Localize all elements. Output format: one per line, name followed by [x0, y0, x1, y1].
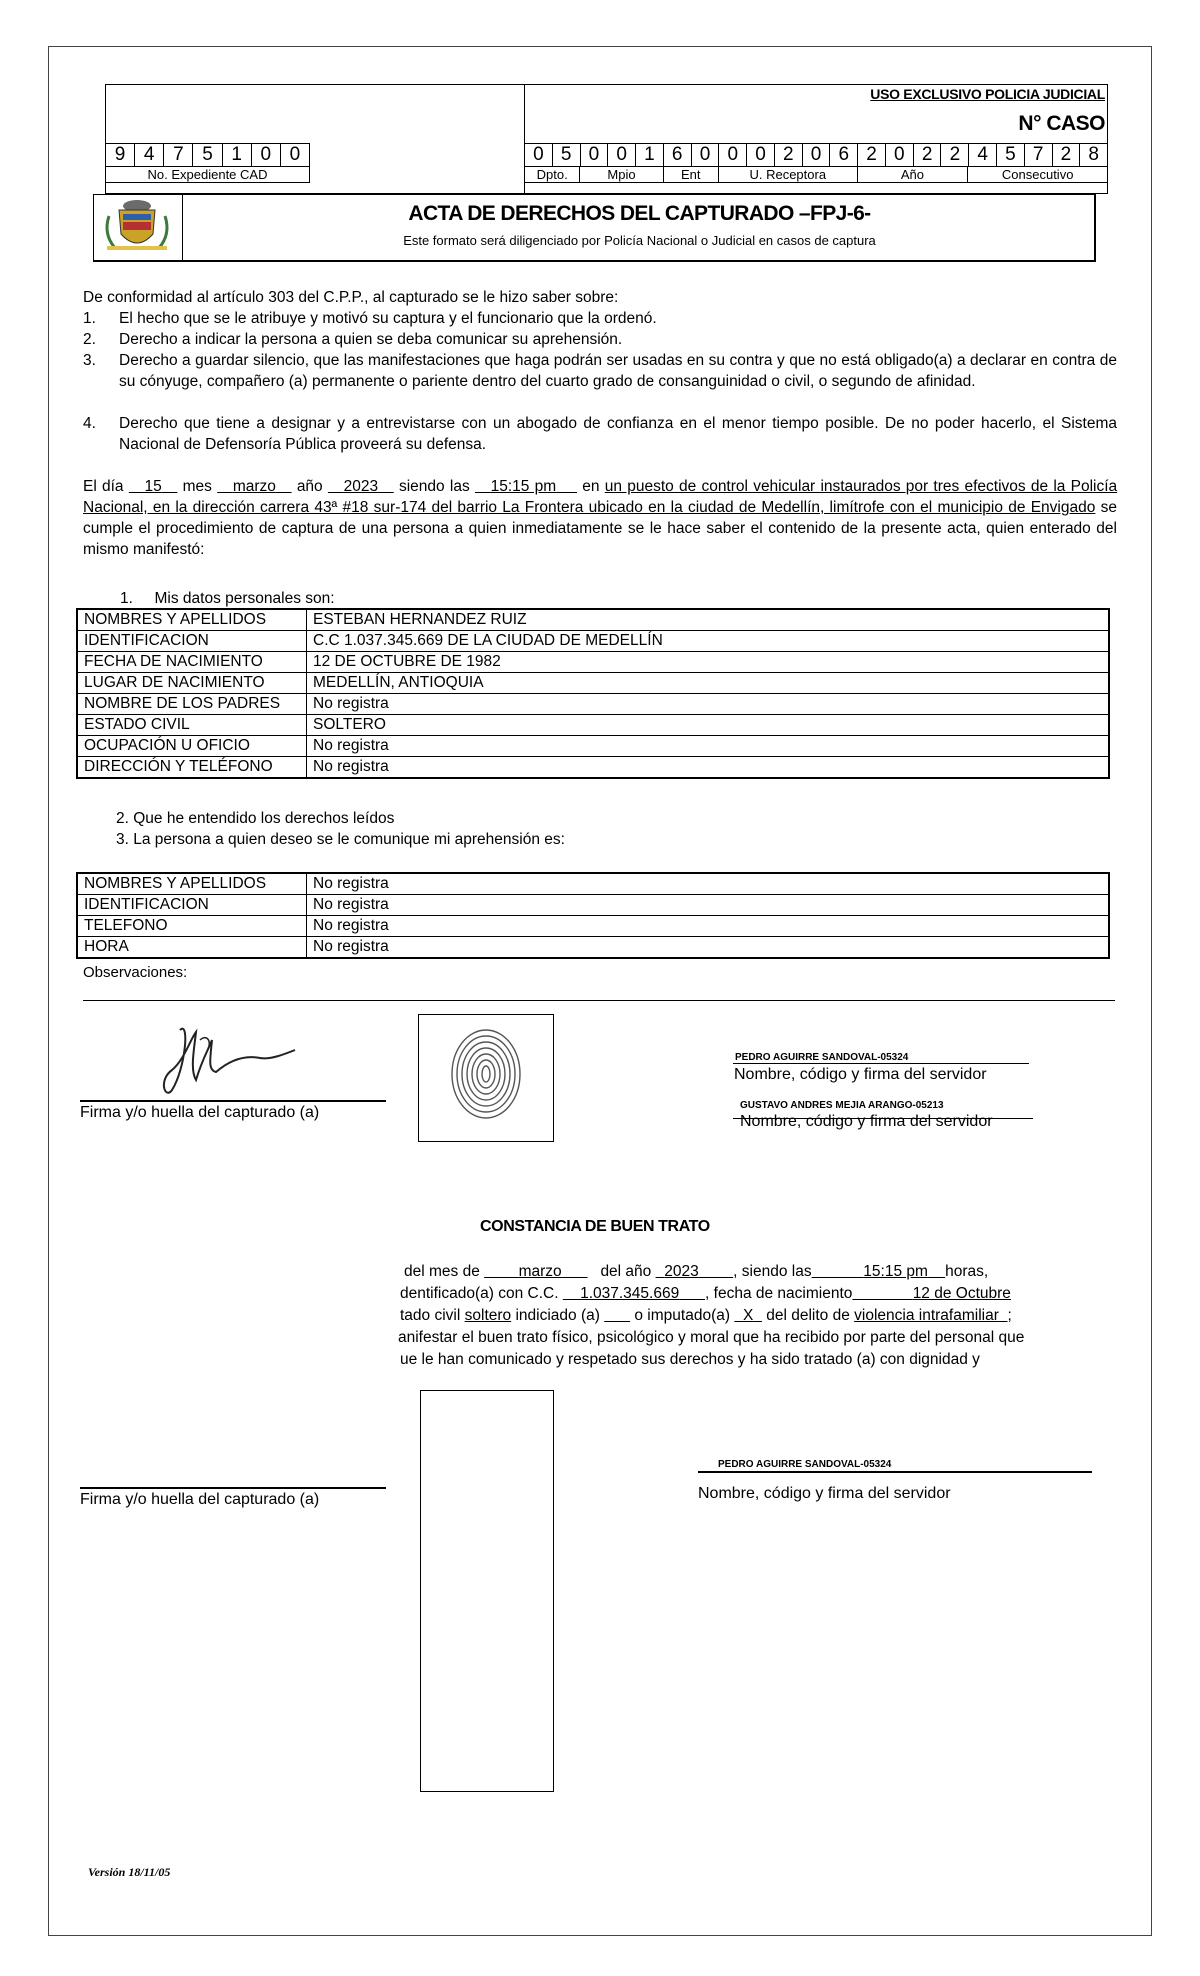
servidor2-name: GUSTAVO ANDRES MEJIA ARANGO-05213: [740, 1100, 944, 1111]
constancia-year: 2023: [664, 1263, 699, 1280]
capture-year: 2023: [343, 478, 379, 495]
caso-sublabel: Año: [858, 166, 969, 182]
constancia-time: 15:15 pm: [863, 1263, 928, 1280]
digit-cell: 0: [252, 144, 281, 166]
row-value: 12 DE OCTUBRE DE 1982: [307, 652, 1110, 673]
label-anio: año: [296, 478, 323, 495]
delito-blank: [999, 1307, 1008, 1324]
constancia-title: CONSTANCIA DE BUEN TRATO: [480, 1218, 710, 1235]
capturado-signature-label: Firma y/o huella del capturado (a): [80, 1104, 320, 1121]
capturado-signature-line: [80, 1100, 386, 1102]
row-label: FECHA DE NACIMIENTO: [77, 652, 307, 673]
digit-cell: 4: [969, 144, 997, 166]
digit-cell: 0: [525, 144, 553, 166]
label-mes: mes: [182, 478, 212, 495]
constancia-text: del año: [600, 1263, 652, 1280]
digit-cell: 5: [553, 144, 581, 166]
capturado-signature-line-2: [80, 1487, 386, 1489]
digit-cell: 5: [997, 144, 1025, 166]
servidor1-name: PEDRO AGUIRRE SANDOVAL-05324: [735, 1052, 909, 1063]
constancia-text: indiciado (a): [515, 1307, 600, 1324]
row-value: No registra: [307, 873, 1110, 895]
expediente-digits: [105, 143, 310, 167]
table-row: [77, 609, 1109, 631]
row-label: TELEFONO: [77, 916, 307, 937]
table-row: [77, 673, 1109, 694]
table-row: [77, 916, 1109, 937]
constancia-text: , fecha de nacimiento: [705, 1285, 853, 1302]
table-row: [77, 757, 1109, 779]
colombia-shield-icon: [93, 194, 181, 260]
row-label: LUGAR DE NACIMIENTO: [77, 673, 307, 694]
version-label: Versión 18/11/05: [88, 1865, 171, 1879]
constancia-text: dentificado(a) con C.C.: [400, 1285, 559, 1302]
table-row: [77, 736, 1109, 757]
constancia-text: horas,: [945, 1263, 989, 1280]
logo-box: [93, 194, 183, 262]
digit-cell: 0: [692, 144, 720, 166]
row-label: OCUPACIÓN U OFICIO: [77, 736, 307, 757]
servidor-label-2: Nombre, código y firma del servidor: [698, 1485, 951, 1502]
constancia-line-5: ue le han comunicado y respetado sus derechos y ha sido tratado (a) con dignidad y: [400, 1351, 980, 1368]
constancia-text: , siendo las: [733, 1263, 812, 1280]
capture-paragraph: [83, 476, 1117, 560]
constancia-text: del delito de: [766, 1307, 850, 1324]
right-text: El hecho que se le atribuye y motivó su captura y el funcionario que la ordenó.: [119, 310, 657, 327]
capture-time: 15:15 pm: [490, 478, 557, 495]
digit-cell: 5: [193, 144, 222, 166]
digit-cell: 0: [803, 144, 831, 166]
constancia-line-4: anifestar el buen trato físico, psicológico y moral que ha recibido por parte del personal que: [398, 1329, 1025, 1346]
row-value: C.C 1.037.345.669 DE LA CIUDAD DE MEDELLÍN: [307, 631, 1110, 652]
capture-place: un puesto de control vehicular instaurados por tres efectivos de la Policía Nacional, en la dirección carrera 43ª #18 sur-174 del barrio La Frontera ubicado en la ciudad de Medellín, limítrofe con el municipio de Envigado: [83, 478, 1118, 516]
observaciones-label: Observaciones:: [83, 964, 188, 981]
table-row: [77, 895, 1109, 916]
n-caso-label: N° CASO: [1018, 112, 1105, 135]
indiciado-blank: [604, 1307, 630, 1324]
label-siendo-las: siendo las: [398, 478, 470, 495]
caso-sublabel: Consecutivo: [1001, 167, 1074, 182]
row-value: No registra: [307, 937, 1110, 959]
personal-heading: [120, 588, 335, 609]
servidor-name-2: PEDRO AGUIRRE SANDOVAL-05324: [718, 1459, 892, 1470]
capturado-signature: [150, 1010, 300, 1100]
row-value: No registra: [307, 916, 1110, 937]
digit-cell: 6: [830, 144, 858, 166]
capture-day: 15: [144, 478, 162, 495]
digit-cell: 2: [858, 144, 886, 166]
expediente-label-row: [105, 166, 310, 183]
table-row: [77, 631, 1109, 652]
digit-cell: 0: [719, 144, 747, 166]
digit-cell: 0: [289, 144, 301, 165]
digit-cell: 1: [223, 144, 252, 166]
personal-heading-text: Mis datos personales son:: [154, 590, 335, 607]
right-text: Derecho a guardar silencio, que las manifestaciones que haga podrán ser usadas en su contra y que no está obligado(a) a declarar en contra de su cónyuge, compañero (a) permanente o pariente dentro del cuarto grado de consanguinidad o civil, o segundo de afinidad.: [119, 352, 1117, 390]
caso-sublabel: Ent: [664, 166, 719, 182]
item-3: 3. La persona a quien deseo se le comunique mi aprehensión es:: [116, 831, 565, 848]
row-label: NOMBRES Y APELLIDOS: [77, 609, 307, 631]
capture-month: marzo: [232, 478, 276, 495]
label-en: en: [582, 478, 600, 495]
digit-cell: 7: [1025, 144, 1053, 166]
constancia-line-1: [404, 1261, 1110, 1282]
row-label: DIRECCIÓN Y TELÉFONO: [77, 757, 307, 779]
right-number: 1.: [83, 310, 96, 327]
digit-cell: 8: [1088, 144, 1099, 165]
label-el-dia: El día: [83, 478, 124, 495]
digit-cell: 4: [135, 144, 164, 166]
capturado-signature-label-2: Firma y/o huella del capturado (a): [80, 1491, 320, 1508]
contact-data-table: [76, 872, 1110, 959]
personal-heading-number: 1.: [120, 590, 133, 607]
observaciones-line: [83, 1000, 1115, 1001]
digit-cell: 2: [941, 144, 969, 166]
document-title: ACTA DE DERECHOS DEL CAPTURADO –FPJ-6-: [408, 202, 871, 225]
constancia-text: tado civil: [400, 1307, 461, 1324]
constancia-text: ;: [1007, 1307, 1012, 1324]
digit-cell: 7: [164, 144, 193, 166]
row-value: No registra: [307, 895, 1110, 916]
caso-sublabel: Dpto.: [525, 166, 580, 182]
servidor2-label: Nombre, código y firma del servidor: [740, 1113, 993, 1130]
servidor1-label: Nombre, código y firma del servidor: [734, 1066, 987, 1083]
digit-cell: 6: [664, 144, 692, 166]
fingerprint-icon: [418, 1014, 554, 1142]
constancia-text: del mes de: [404, 1263, 480, 1280]
row-value: ESTEBAN HERNANDEZ RUIZ: [307, 609, 1110, 631]
digit-cell: 9: [106, 144, 135, 166]
digit-cell: 0: [886, 144, 914, 166]
constancia-civil-status: soltero: [464, 1307, 512, 1324]
constancia-birthdate: 12 de Octubre: [912, 1285, 1011, 1302]
fingerprint-box-2: [420, 1390, 554, 1792]
right-item: [83, 413, 1117, 455]
servidor-line-2: [698, 1471, 1092, 1473]
digit-cell: 2: [775, 144, 803, 166]
expediente-label: No. Expediente CAD: [147, 167, 268, 182]
table-row: [77, 715, 1109, 736]
row-label: NOMBRE DE LOS PADRES: [77, 694, 307, 715]
right-number: 4.: [83, 415, 96, 432]
constancia-cc: 1.037.345.669: [580, 1285, 680, 1302]
caso-sublabel: U. Receptora: [719, 166, 858, 182]
digit-cell: 0: [608, 144, 636, 166]
row-label: HORA: [77, 937, 307, 959]
row-value: No registra: [307, 757, 1110, 779]
digit-cell: 0: [747, 144, 775, 166]
imputado-mark: X: [742, 1307, 754, 1324]
caso-sublabel: Mpio: [580, 166, 663, 182]
row-value: SOLTERO: [307, 715, 1110, 736]
item-2: 2. Que he entendido los derechos leídos: [116, 810, 395, 827]
caso-digits: [524, 143, 1108, 167]
right-item: [83, 308, 1117, 329]
capture-rest: se cumple el procedimiento de captura de una persona a quien inmediatamente se le hace saber el contenido de la presente acta, quien enterado del mismo manifestó:: [83, 499, 1117, 558]
right-number: 2.: [83, 331, 96, 348]
constancia-month: marzo: [518, 1263, 562, 1280]
right-item: [83, 329, 1117, 350]
constancia-text: o imputado(a): [634, 1307, 731, 1324]
row-value: MEDELLÍN, ANTIOQUIA: [307, 673, 1110, 694]
right-text: Derecho a indicar la persona a quien se deba comunicar su aprehensión.: [119, 331, 623, 348]
uso-exclusivo-label: USO EXCLUSIVO POLICIA JUDICIAL: [870, 86, 1105, 102]
row-value: No registra: [307, 694, 1110, 715]
row-value: No registra: [307, 736, 1110, 757]
constancia-delito: violencia intrafamiliar: [854, 1307, 999, 1324]
row-label: IDENTIFICACION: [77, 631, 307, 652]
row-label: IDENTIFICACION: [77, 895, 307, 916]
caso-label-row: [524, 166, 1108, 183]
document-subtitle: Este formato será diligenciado por Policía Nacional o Judicial en casos de captura: [403, 233, 876, 248]
row-label: NOMBRES Y APELLIDOS: [77, 873, 307, 895]
table-row: [77, 937, 1109, 959]
table-row: [77, 873, 1109, 895]
intro-text: De conformidad al artículo 303 del C.P.P., al capturado se le hizo saber sobre:: [83, 289, 619, 306]
personal-data-table: [76, 608, 1110, 779]
right-item: [83, 350, 1117, 392]
table-row: [77, 652, 1109, 673]
digit-cell: 2: [914, 144, 942, 166]
constancia-line-2: [400, 1283, 1110, 1304]
right-text: Derecho que tiene a designar y a entrevistarse con un abogado de confianza en el menor tiempo posible. De no poder hacerlo, el Sistema Nacional de Defensoría Pública proveerá su defensa.: [119, 415, 1117, 453]
digit-cell: 0: [581, 144, 609, 166]
table-row: [77, 694, 1109, 715]
constancia-line-3: [400, 1305, 1110, 1326]
row-label: ESTADO CIVIL: [77, 715, 307, 736]
right-number: 3.: [83, 352, 96, 369]
digit-cell: 1: [636, 144, 664, 166]
digit-cell: 2: [1053, 144, 1081, 166]
servidor1-line: [733, 1063, 1029, 1064]
